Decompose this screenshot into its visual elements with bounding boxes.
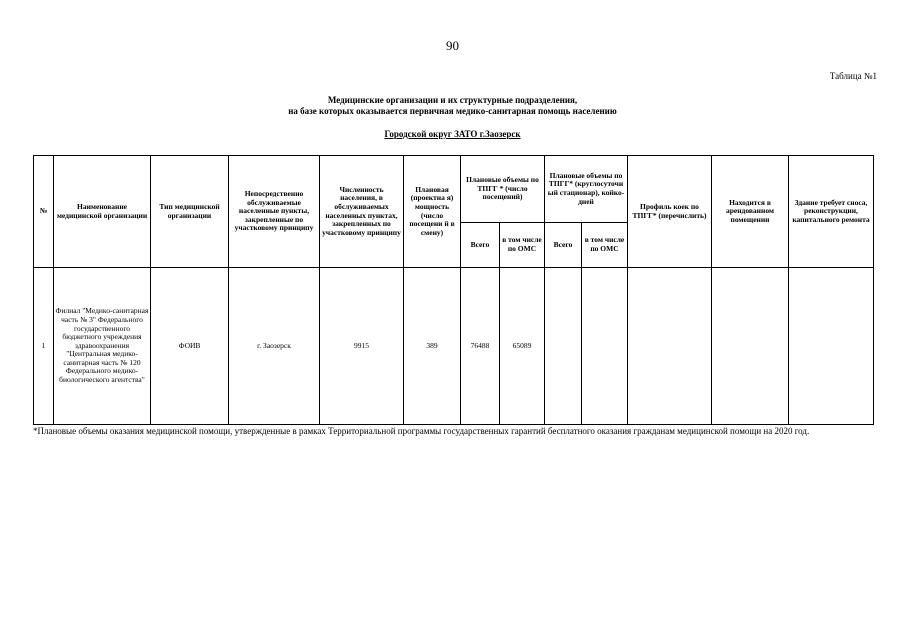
- row-building: [789, 268, 874, 425]
- row-capacity: 389: [404, 268, 461, 425]
- row-visits-total: 76488: [461, 268, 500, 425]
- header-beds-oms: в том числе по ОМС: [582, 223, 628, 268]
- organizations-table: [33, 155, 874, 425]
- row-visits-oms: 65089: [500, 268, 545, 425]
- header-type: Тип медицинской организации: [151, 156, 229, 268]
- row-org-type: ФОИВ: [151, 268, 229, 425]
- row-org-name: Филиал "Медико-санитарная часть № 3" Федерального государственного бюджетного учреждения здравоохранения "Центральная медико-санитарная часть № 120 Федерального медико-биологического агентства": [54, 268, 151, 425]
- header-beds-total: Всего: [545, 223, 582, 268]
- table-row: [34, 268, 874, 425]
- footnote: *Плановые объемы оказания медицинской помощи, утвержденные в рамках Территориальной программы государственных гарантий бесплатного оказания гражданам медицинской помощи на 2020 год.: [33, 426, 810, 436]
- header-population: Численность населения, в обслуживаемых населенных пунктах, закрепленных по участковому принципу: [320, 156, 404, 268]
- district-title: [0, 129, 905, 139]
- table-header-row: [34, 156, 874, 223]
- header-capacity: Плановая (проектна я) мощность (число посещени й в смену): [404, 156, 461, 268]
- row-bed-profile: [628, 268, 712, 425]
- header-bed-profile: Профиль коек по ТПГГ* (перечислить): [628, 156, 712, 268]
- row-beds-total: [545, 268, 582, 425]
- header-num: №: [34, 156, 54, 268]
- document-title-line-1: Медицинские организации и их структурные подразделения,: [327, 95, 578, 105]
- header-building: Здание требует сноса, реконструкции, капитального ремонта: [789, 156, 874, 268]
- header-rented: Находится в арендованном помещении: [712, 156, 789, 268]
- header-planned-visits: Плановые объемы по ТПГГ * (число посещений): [461, 156, 545, 223]
- header-settlements: Непосредственно обслуживаемые населенные пункты, закрепленные по участковому принципу: [229, 156, 320, 268]
- page-number: 90: [446, 38, 459, 53]
- row-beds-oms: [582, 268, 628, 425]
- row-settlements: г. Заозерск: [229, 268, 320, 425]
- row-rented: [712, 268, 789, 425]
- row-num: 1: [34, 268, 54, 425]
- district-name: Городской округ ЗАТО г.Заозерск: [384, 129, 521, 139]
- table-label: Таблица №1: [829, 71, 877, 81]
- header-visits-oms: в том числе по ОМС: [500, 223, 545, 268]
- document-title-line-2: на базе которых оказывается первичная медико-санитарная помощь населению: [288, 106, 617, 116]
- row-population: 9915: [320, 268, 404, 425]
- header-visits-total: Всего: [461, 223, 500, 268]
- header-planned-beds: Плановые объемы по ТПГГ* (круглосуточн ый стационар), койко-дней: [545, 156, 628, 223]
- document-title: [0, 95, 905, 117]
- header-name: Наименование медицинской организации: [54, 156, 151, 268]
